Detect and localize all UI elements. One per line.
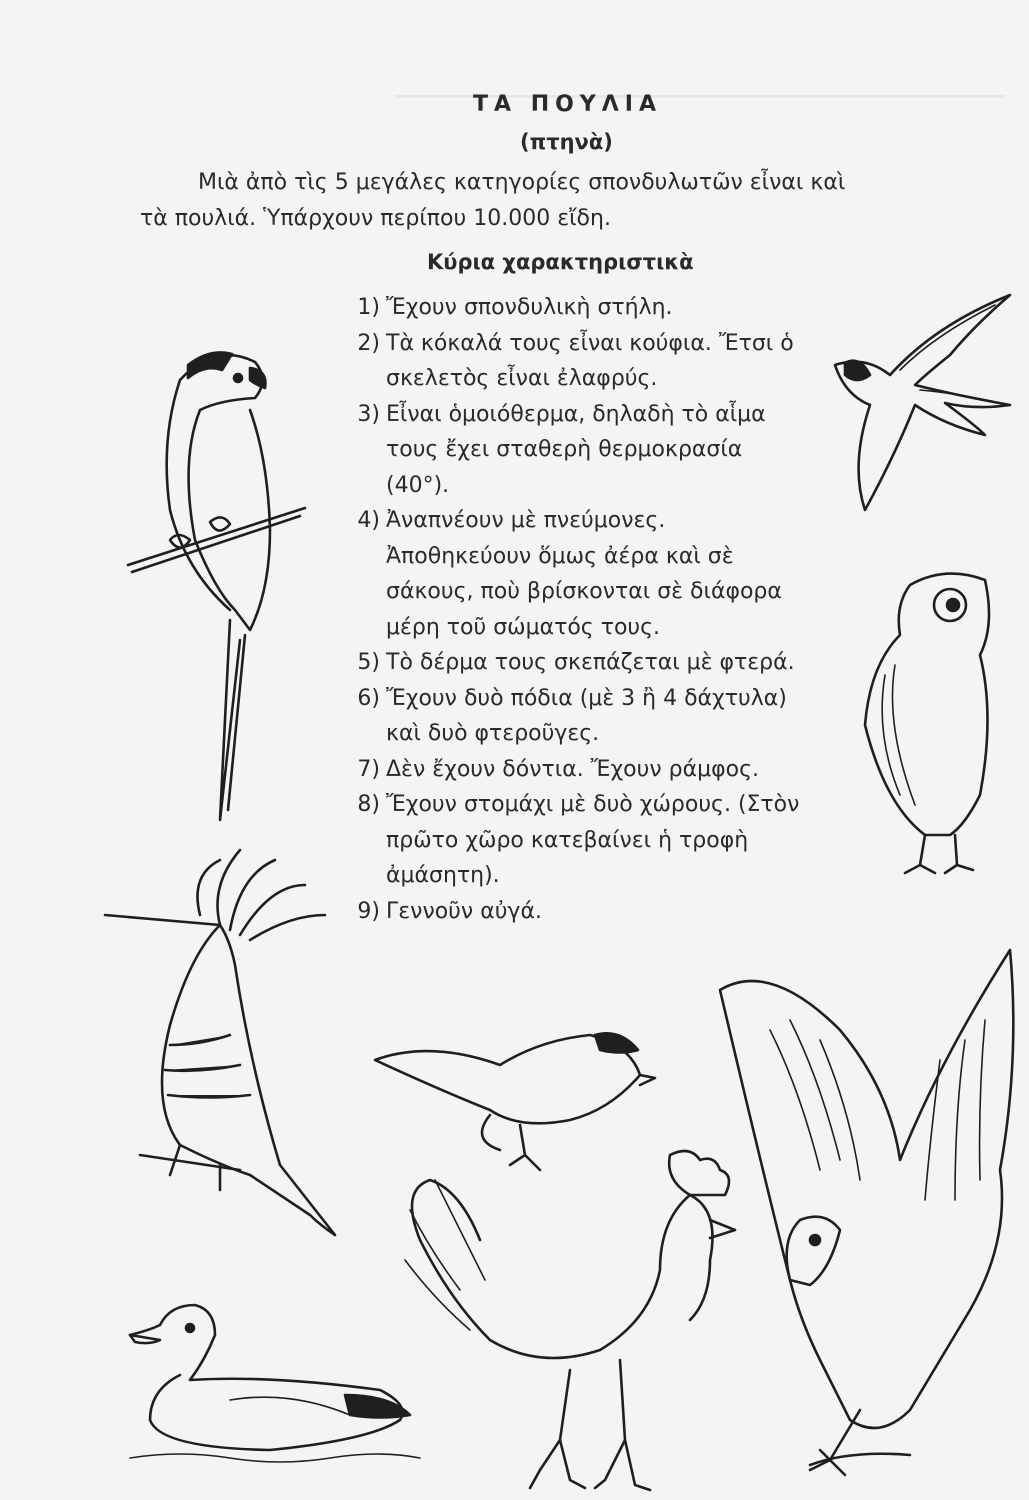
parrot-drawing: [110, 340, 310, 830]
owl-drawing: [855, 565, 1000, 875]
list-item: [340, 894, 810, 930]
item-text: Γεννοῦν αὐγά.: [386, 898, 542, 924]
swallow-drawing: [825, 285, 1020, 515]
item-text: Εἶναι ὁμοιόθερμα, δηλαδὴ τὸ αἷμα τους ἔχει σταθερὴ θερμοκρασία (40°).: [386, 401, 766, 498]
list-item: [340, 397, 810, 504]
item-number: 1): [357, 295, 380, 320]
item-text: Ἔχουν δυὸ πόδια (μὲ 3 ἢ 4 δάχτυλα) καὶ δυὸ φτεροῦγες.: [386, 685, 787, 746]
list-item: [340, 290, 810, 326]
hoopoe-drawing: [100, 845, 350, 1275]
item-number: 2): [357, 330, 380, 356]
page-subtitle: (πτηνὰ): [520, 130, 613, 154]
rooster-drawing: [390, 1150, 750, 1495]
section-heading: Κύρια χαρακτηριστικὰ: [427, 250, 694, 274]
list-item: [340, 752, 810, 788]
list-item: [340, 787, 810, 894]
item-number: 4): [357, 508, 380, 533]
item-number: 7): [357, 756, 380, 782]
characteristics-list: [340, 290, 810, 929]
intro-paragraph: [140, 165, 1020, 237]
list-item: [340, 645, 810, 681]
item-number: 6): [357, 685, 380, 711]
item-text: Δὲν ἔχουν δόντια. Ἔχουν ράμφος.: [386, 756, 759, 782]
item-text: Τὰ κόκαλά τους εἶναι κούφια. Ἔτσι ὁ σκελετὸς εἶναι ἐλαφρύς.: [386, 330, 794, 391]
item-number: 8): [357, 792, 380, 817]
list-item: [340, 681, 810, 752]
item-text: Τὸ δέρμα τους σκεπάζεται μὲ φτερά.: [386, 650, 795, 675]
page-title: ΤΑ ΠΟΥΛΙΑ: [473, 92, 662, 117]
intro-line-2: τὰ πουλιά. Ὑπάρχουν περίπου 10.000 εἴδη.: [140, 206, 611, 231]
item-text: Ἔχουν σπονδυλικὴ στήλη.: [386, 295, 673, 320]
item-text: Ἀναπνέουν μὲ πνεύμονες. Ἀποθηκεύουν ὅμως ἀέρα καὶ σὲ σάκους, ποὺ βρίσκονται σὲ διάφορα μέρη τοῦ σώματός τους.: [386, 508, 782, 640]
item-number: 5): [357, 650, 380, 675]
item-number: 9): [357, 898, 380, 924]
list-item: [340, 326, 810, 397]
item-text: Ἔχουν στομάχι μὲ δυὸ χώρους. (Στὸν πρῶτο χῶρο κατεβαίνει ἡ τροφὴ ἀμάσητη).: [386, 792, 800, 888]
item-number: 3): [357, 401, 380, 427]
hawk-drawing: [710, 940, 1025, 1480]
duck-drawing: [120, 1290, 420, 1465]
intro-line-1: Μιὰ ἀπὸ τὶς 5 μεγάλες κατηγορίες σπονδυλωτῶν εἶναι καὶ: [198, 170, 846, 195]
list-item: [340, 503, 810, 645]
